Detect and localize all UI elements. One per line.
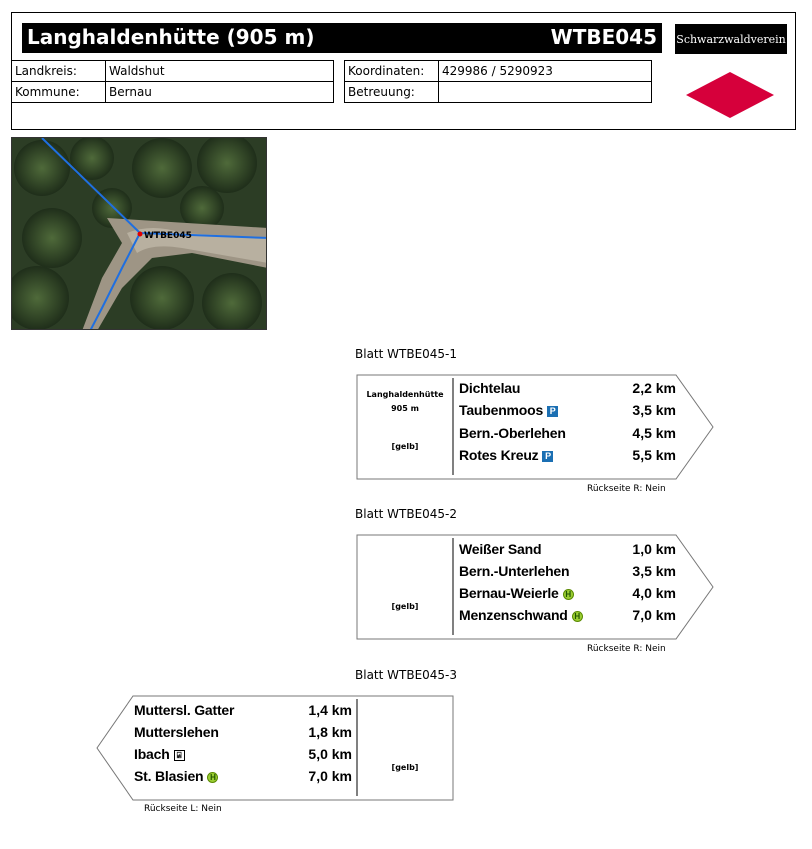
parking-icon: P (542, 451, 553, 462)
sign-2-dest: Menzenschwand H (459, 607, 583, 623)
landkreis-label: Landkreis: (12, 61, 106, 82)
sign-1-dist: 4,5 km (632, 425, 676, 441)
schwarzwaldverein-logo: Schwarzwaldverein (675, 24, 787, 54)
location-table (11, 60, 334, 103)
sign-3-dest: St. Blasien H (134, 768, 218, 784)
sign-3-dist: 7,0 km (308, 768, 352, 784)
sign-3-dest: Mutterslehen (134, 724, 219, 740)
map-marker-label: WTBE045 (144, 231, 192, 241)
sign-2-dist: 3,5 km (632, 563, 676, 579)
sheet-1-label: Blatt WTBE045-1 (355, 347, 458, 361)
parking-icon: P (547, 406, 558, 417)
aerial-map-image (12, 138, 267, 330)
sheet-2-label: Blatt WTBE045-2 (355, 507, 458, 521)
sign-2-back-note: Rückseite R: Nein (587, 644, 666, 654)
sign-1-dist: 5,5 km (632, 447, 676, 463)
bus-stop-h-icon: H (563, 589, 574, 600)
bus-stop-h-icon: H (572, 611, 583, 622)
sign-1-dest: Bern.-Oberlehen (459, 425, 566, 441)
sign-1-location-height: 905 m (391, 404, 419, 413)
sign-2-dist: 1,0 km (632, 541, 676, 557)
sign-1-location-name: Langhaldenhütte (366, 390, 444, 399)
bus-stop-h-icon: H (207, 772, 218, 783)
coordinates-table (344, 60, 652, 103)
sign-3-dist: 1,4 km (308, 702, 352, 718)
betreuung-label: Betreuung: (345, 82, 439, 103)
station-id: WTBE045 (550, 25, 657, 49)
sign-1-back-note: Rückseite R: Nein (587, 484, 666, 494)
koordinaten-value: 429986 / 5290923 (439, 61, 652, 82)
sign-2-dest: Bern.-Unterlehen (459, 563, 570, 579)
title-bar (22, 23, 662, 53)
sign-3 (96, 695, 454, 801)
kommune-label: Kommune: (12, 82, 106, 103)
sign-1-color: [gelb] (391, 442, 419, 451)
sign-2-dist: 4,0 km (632, 585, 676, 601)
trail-diamond-icon (684, 71, 776, 119)
sign-1-dest: Taubenmoos P (459, 402, 558, 418)
sign-1-dest: Dichtelau (459, 380, 521, 396)
sign-3-color: [gelb] (391, 763, 419, 772)
sign-1-dest: Rotes Kreuz P (459, 447, 553, 463)
sign-1-dist: 3,5 km (632, 402, 676, 418)
sign-2 (356, 534, 714, 640)
bus-icon: ⍯ (174, 750, 185, 761)
sign-2-color: [gelb] (391, 602, 419, 611)
landkreis-value: Waldshut (106, 61, 334, 82)
sheet-3-label: Blatt WTBE045-3 (355, 668, 458, 682)
kommune-value: Bernau (106, 82, 334, 103)
sign-2-dest: Weißer Sand (459, 541, 542, 557)
page-title: Langhaldenhütte (905 m) (27, 25, 315, 49)
sign-1-dist: 2,2 km (632, 380, 676, 396)
sign-2-dist: 7,0 km (632, 607, 676, 623)
koordinaten-label: Koordinaten: (345, 61, 439, 82)
sign-3-back-note: Rückseite L: Nein (144, 804, 222, 814)
sign-3-dest: Ibach ⍯ (134, 746, 185, 762)
sign-1 (356, 374, 714, 480)
betreuung-value (439, 82, 652, 103)
sign-3-dest: Muttersl. Gatter (134, 702, 235, 718)
sign-2-dest: Bernau-Weierle H (459, 585, 574, 601)
aerial-map (11, 137, 267, 330)
sign-3-dist: 1,8 km (308, 724, 352, 740)
sign-3-dist: 5,0 km (308, 746, 352, 762)
